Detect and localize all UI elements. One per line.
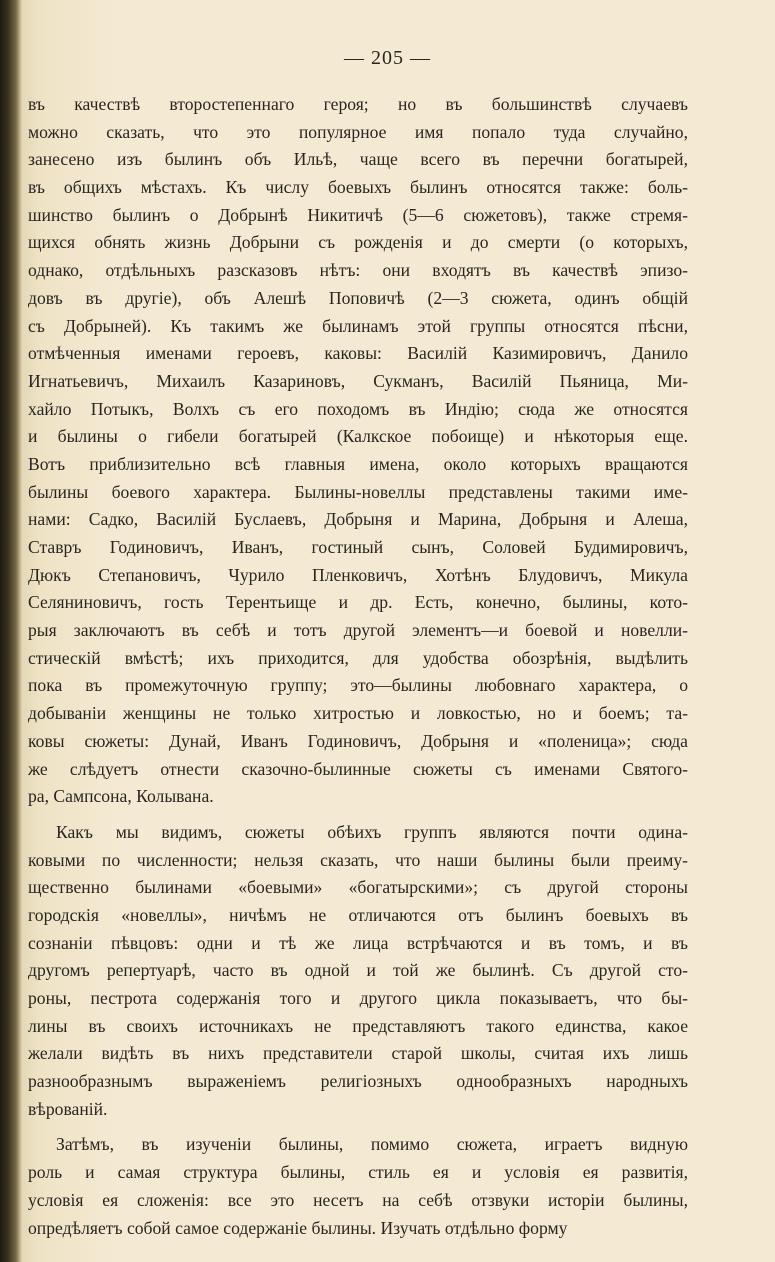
text-line: отмѣченныя именами героевъ, каковы: Василій Казимировичъ, Данило: [28, 343, 688, 364]
text-line: въ качествѣ второстепеннаго героя; но въ большинствѣ случаевъ: [28, 94, 688, 114]
text-line: хайло Потыкъ, Волхъ съ его походомъ въ Индію; сюда же относятся: [28, 398, 688, 419]
text-line: лины въ своихъ источникахъ не представляютъ такого единства, какое: [28, 1015, 688, 1036]
text-line: можно сказать, что это популярное имя попало туда случайно,: [28, 121, 688, 142]
text-line: рыя заключаютъ въ себѣ и тотъ другой элементъ—и боевой и новелли-: [28, 620, 688, 641]
text-line: довъ въ другіе), объ Алешѣ Поповичѣ (2—3 сюжета, одинъ общій: [28, 287, 688, 308]
text-line: Затѣмъ, въ изученіи былины, помимо сюжета, играетъ видную: [56, 1134, 688, 1155]
text-line: ковы сюжеты: Дунай, Иванъ Годиновичъ, Добрыня и «поленица»; сюда: [28, 730, 688, 751]
text-line: ковыми по численности; нельзя сказать, что наши былины были преиму-: [28, 849, 688, 870]
paragraph: [28, 1131, 688, 1242]
text-line: щественно былинами «боевыми» «богатырскими»; съ другой стороны: [28, 877, 688, 898]
paragraph: [28, 819, 688, 1124]
text-line: роны, пестрота содержанія того и другого цикла показываетъ, что бы-: [28, 988, 688, 1008]
text-line: вѣрованій.: [28, 1098, 108, 1119]
text-line: Какъ мы видимъ, сюжеты обѣихъ группъ являются почти одина-: [56, 821, 688, 842]
text-line: нами: Садко, Василій Буслаевъ, Добрыня и Марина, Добрыня и Алеша,: [28, 509, 688, 530]
text-line: другомъ репертуарѣ, часто въ одной и той же былинѣ. Съ другой сто-: [28, 960, 688, 981]
text-line: стическій вмѣстѣ; ихъ приходится, для удобства обозрѣнія, выдѣлить: [28, 647, 688, 668]
book-gutter-shadow: [0, 0, 22, 1262]
text-line: городскія «новеллы», ничѣмъ не отличаются отъ былинъ боевыхъ въ: [28, 904, 688, 925]
text-line: пока въ промежуточную группу; это—былины любовнаго характера, о: [28, 675, 688, 696]
text-line: Вотъ приблизительно всѣ главныя имена, около которыхъ вращаются: [28, 453, 688, 474]
text-line: занесено изъ былинъ объ Ильѣ, чаще всего въ перечни богатырей,: [28, 149, 688, 170]
text-line: былины боевого характера. Былины-новеллы представлены такими име-: [28, 481, 688, 502]
text-line: Селяниновичъ, гость Терентьище и др. Есть, конечно, былины, кото-: [28, 592, 688, 613]
text-line: желали видѣть въ нихъ представители старой школы, считая ихъ лишь: [28, 1043, 688, 1064]
text-line: сознаніи пѣвцовъ: одни и тѣ же лица встрѣчаются и въ томъ, и въ: [28, 932, 688, 953]
text-line: Игнатьевичъ, Михаилъ Казариновъ, Сукманъ, Василій Пьяница, Ми-: [28, 370, 688, 391]
text-line: опредѣляетъ собой самое содержаніе былины. Изучать отдѣльно форму: [28, 1217, 568, 1238]
text-line: съ Добрыней). Къ такимъ же былинамъ этой группы относятся пѣсни,: [28, 315, 688, 336]
text-line: же слѣдуетъ отнести сказочно-былинные сюжеты съ именами Святого-: [28, 758, 688, 779]
text-line: Дюкъ Степановичъ, Чурило Пленковичъ, Хотѣнъ Блудовичъ, Микула: [28, 564, 688, 585]
paragraph-gap: [28, 1123, 688, 1131]
text-line: ра, Сампсона, Колывана.: [28, 786, 214, 807]
page-number: — 205 —: [344, 47, 431, 69]
text-line: шинство былинъ о Добрынѣ Никитичѣ (5—6 сюжетовъ), также стремя-: [28, 204, 688, 225]
paragraph: [28, 91, 688, 811]
text-line: Ставръ Годиновичъ, Иванъ, гостиный сынъ, Соловей Будимировичъ,: [28, 537, 688, 557]
text-line: добываніи женщины не только хитростью и ловкостью, но и боемъ; та-: [28, 703, 688, 724]
text-line: условія ея сложенія: все это несетъ на себѣ отзвуки исторіи былины,: [28, 1189, 688, 1210]
text-line: разнообразнымъ выраженіемъ религіозныхъ однообразныхъ народныхъ: [28, 1071, 688, 1092]
text-line: однако, отдѣльныхъ разсказовъ нѣтъ: они входятъ въ качествѣ эпизо-: [28, 260, 688, 281]
body-text: [28, 91, 688, 1242]
text-line: въ общихъ мѣстахъ. Къ числу боевыхъ былинъ относятся также: боль-: [28, 177, 688, 198]
text-line: щихся обнять жизнь Добрыни съ рожденія и до смерти (о которыхъ,: [28, 232, 688, 253]
text-line: роль и самая структура былины, стиль ея и условія ея развитія,: [28, 1162, 688, 1183]
paragraph-gap: [28, 811, 688, 819]
text-line: и былины о гибели богатырей (Калкское побоище) и нѣкоторыя еще.: [28, 426, 688, 447]
